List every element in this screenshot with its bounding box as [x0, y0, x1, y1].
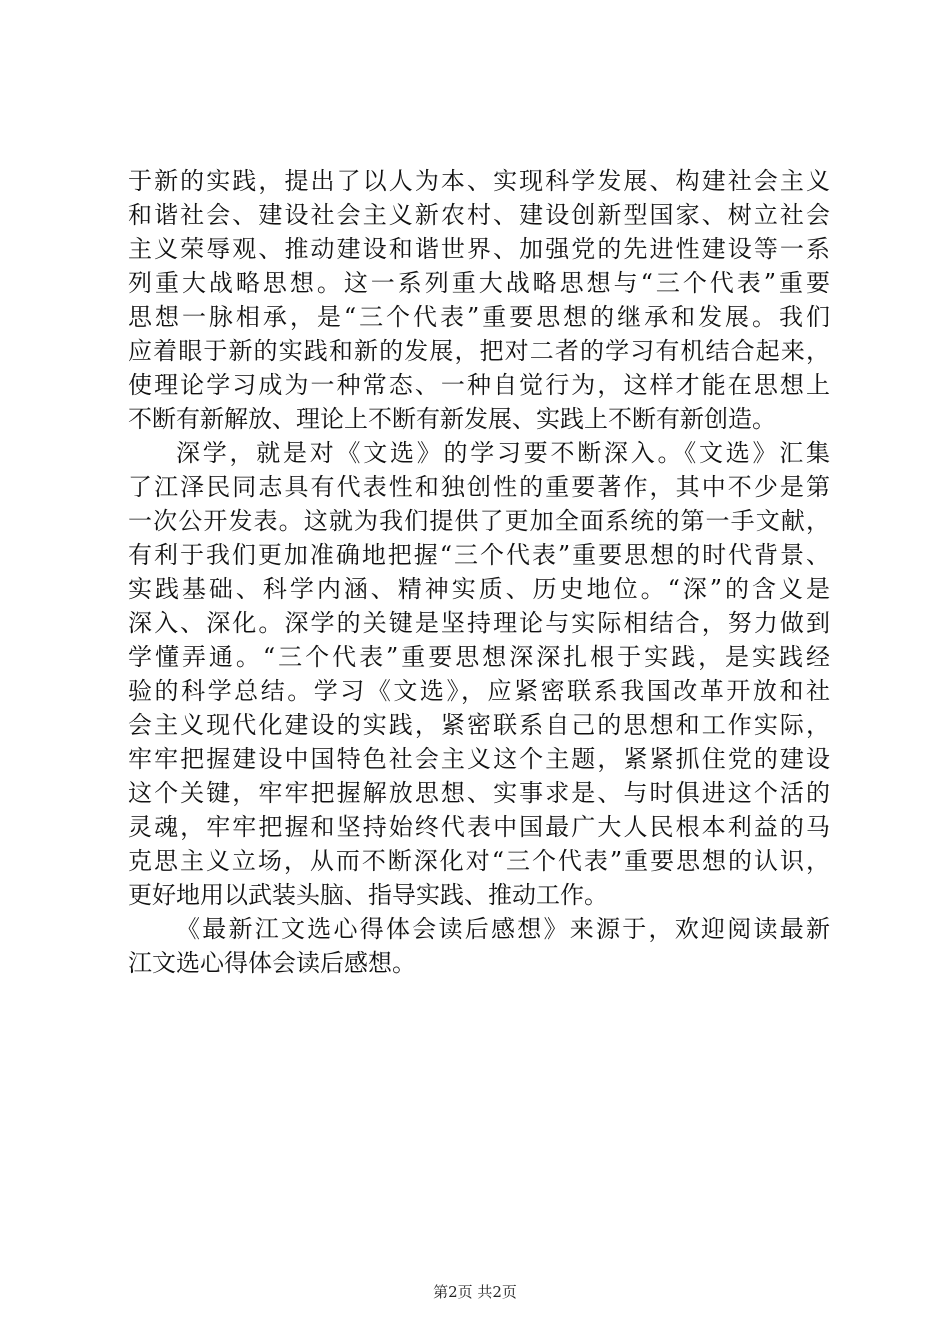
text-line: 于新的实践，提出了以人为本、实现科学发展、构建社会主义	[128, 167, 830, 195]
text-line: 了江泽民同志具有代表性和独创性的重要著作，其中不少是第	[128, 473, 830, 501]
paragraph-source-note	[128, 912, 830, 980]
paragraph-deep-study	[128, 436, 830, 912]
text-line: 思想一脉相承，是“三个代表”重要思想的继承和发展。我们	[128, 303, 830, 331]
paragraph-continuation	[128, 164, 830, 436]
text-line: 一次公开发表。这就为我们提供了更加全面系统的第一手文献，	[128, 507, 830, 535]
text-line: 不断有新解放、理论上不断有新发展、实践上不断有新创造。	[128, 405, 776, 433]
text-line: 这个关键，牢牢把握解放思想、实事求是、与时俱进这个活的	[128, 779, 830, 807]
text-line: 主义荣辱观、推动建设和谐世界、加强党的先进性建设等一系	[128, 235, 830, 263]
text-line: 列重大战略思想。这一系列重大战略思想与“三个代表”重要	[128, 269, 830, 297]
text-line: 灵魂，牢牢把握和坚持始终代表中国最广大人民根本利益的马	[128, 813, 830, 841]
text-line: 实践基础、科学内涵、精神实质、历史地位。“深”的含义是	[128, 575, 830, 603]
text-line: 应着眼于新的实践和新的发展，把对二者的学习有机结合起来，	[128, 337, 830, 365]
text-line: 江文选心得体会读后感想。	[128, 949, 416, 977]
text-line: 深学，就是对《文选》的学习要不断深入。《文选》汇集	[176, 439, 830, 467]
text-line: 学懂弄通。“三个代表”重要思想深深扎根于实践，是实践经	[128, 643, 830, 671]
text-line: 更好地用以武装头脑、指导实践、推动工作。	[128, 881, 608, 909]
text-line: 深入、深化。深学的关键是坚持理论与实际相结合，努力做到	[128, 609, 830, 637]
document-body	[128, 164, 830, 980]
text-line: 克思主义立场，从而不断深化对“三个代表”重要思想的认识，	[128, 847, 830, 875]
text-line: 验的科学总结。学习《文选》，应紧密联系我国改革开放和社	[128, 677, 830, 705]
text-line: 《最新江文选心得体会读后感想》来源于，欢迎阅读最新	[176, 915, 830, 943]
text-line: 会主义现代化建设的实践，紧密联系自己的思想和工作实际，	[128, 711, 830, 739]
text-line: 使理论学习成为一种常态、一种自觉行为，这样才能在思想上	[128, 371, 830, 399]
text-line: 有利于我们更加准确地把握“三个代表”重要思想的时代背景、	[128, 541, 830, 569]
text-line: 牢牢把握建设中国特色社会主义这个主题，紧紧抓住党的建设	[128, 745, 830, 773]
text-line: 和谐社会、建设社会主义新农村、建设创新型国家、树立社会	[128, 201, 830, 229]
page-number-footer: 第2页 共2页	[433, 1283, 517, 1301]
